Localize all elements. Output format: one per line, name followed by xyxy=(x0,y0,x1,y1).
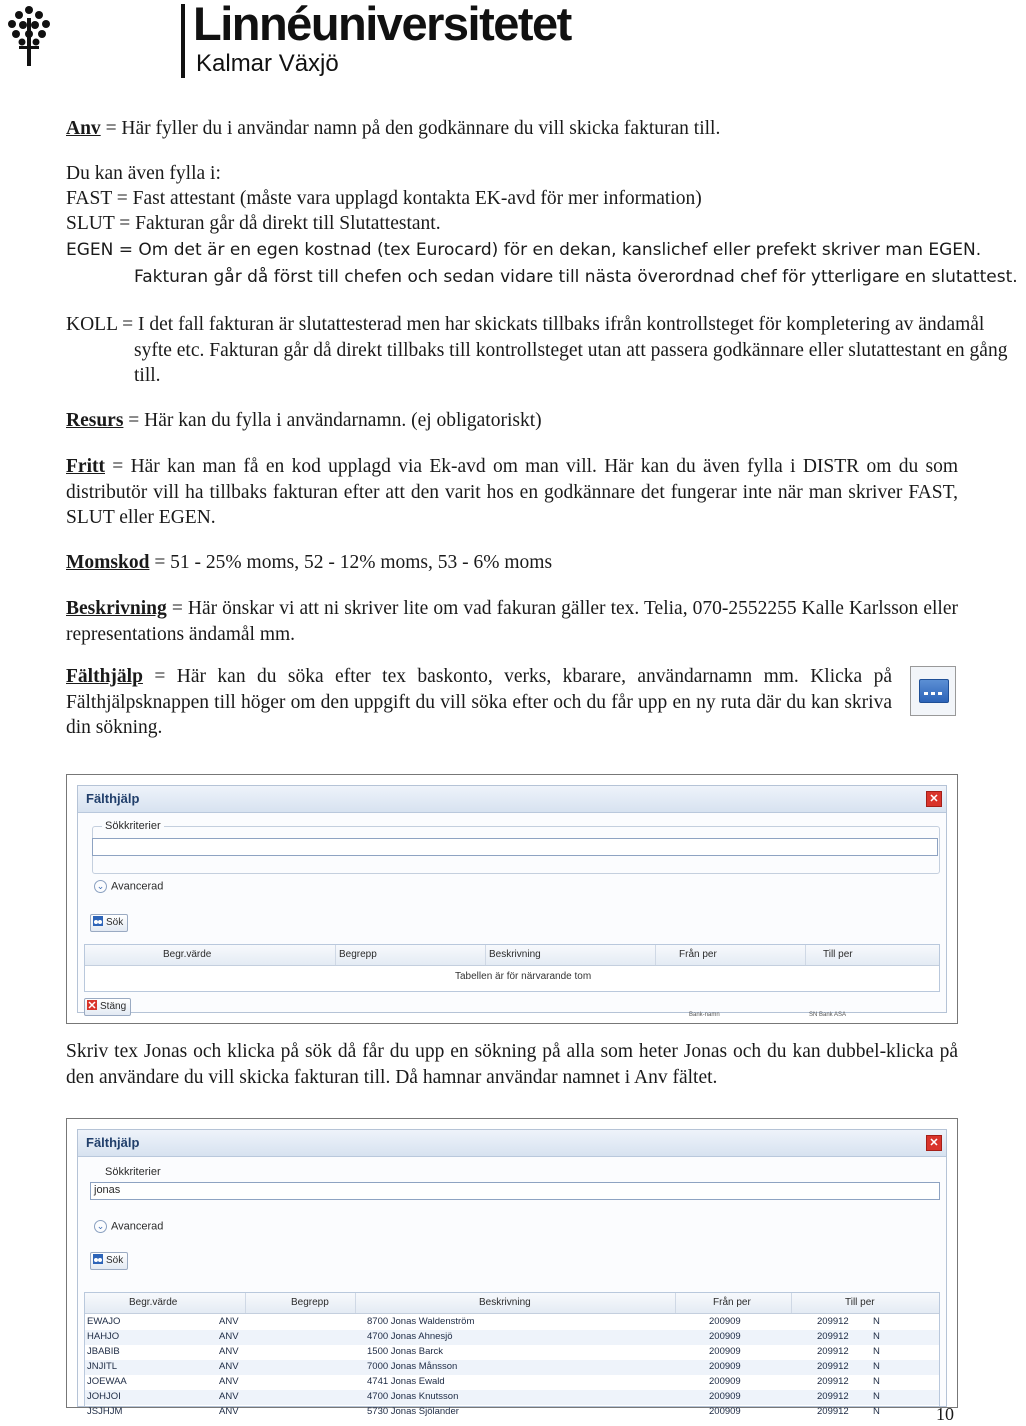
cell-to: 209912 xyxy=(817,1331,849,1342)
momskod-text: = 51 - 25% moms, 52 - 12% moms, 53 - 6% moms xyxy=(149,552,553,573)
resurs-text: = Här kan du fylla i användarnamn. (ej obligatoriskt) xyxy=(123,410,542,431)
results-table-header xyxy=(85,945,939,966)
momskod-term: Momskod xyxy=(66,552,150,573)
koll-paragraph xyxy=(66,312,1026,389)
egen-paragraph xyxy=(66,237,1026,290)
cell-concept: ANV xyxy=(219,1316,239,1327)
instruction-paragraph: Skriv tex Jonas och klicka på sök då får du upp en sökning på alla som heter Jonas och du kan dubbel-klicka på den användare du vill skicka fakturan till. Då hamnar användar namnet i Anv fältet. xyxy=(66,1041,958,1088)
cell-from: 200909 xyxy=(709,1391,741,1402)
anv-term: Anv xyxy=(66,118,101,139)
cell-desc: 4700 Jonas Knutsson xyxy=(367,1391,459,1402)
col-begr-varde[interactable]: Begr.värde xyxy=(129,1297,178,1308)
col-fran-per[interactable]: Från per xyxy=(679,949,717,960)
cell-code: EWAJO xyxy=(87,1316,121,1327)
beskrivning-term: Beskrivning xyxy=(66,598,167,619)
cell-concept: ANV xyxy=(219,1376,239,1387)
resurs-paragraph xyxy=(66,408,958,434)
koll-text-b: Fakturan går då direkt tillbaks till kontrollsteget utan att passera godkännare eller slutattestant en gång till. xyxy=(134,339,1008,386)
cell-code: JOEWAA xyxy=(87,1376,127,1387)
cell-from: 200909 xyxy=(709,1361,741,1372)
falthjalp-paragraph xyxy=(66,664,892,741)
table-row[interactable] xyxy=(85,1360,939,1375)
cell-concept: ANV xyxy=(219,1391,239,1402)
col-begrepp[interactable]: Begrepp xyxy=(339,949,377,960)
col-beskrivning[interactable]: Beskrivning xyxy=(489,949,541,960)
close-icon xyxy=(87,1000,97,1010)
momskod-paragraph xyxy=(66,550,958,576)
cell-from: 200909 xyxy=(709,1346,741,1357)
field-help-dialog xyxy=(77,1129,947,1417)
cell-code: JSJHJM xyxy=(87,1406,123,1417)
col-begr-varde[interactable]: Begr.värde xyxy=(163,949,212,960)
cell-desc: 1500 Jonas Barck xyxy=(367,1346,444,1357)
cell-concept: ANV xyxy=(219,1361,239,1372)
beskrivning-text: = Här önskar vi att ni skriver lite om vad fakuran gäller tex. Telia, 070-2552255 Kalle Karlsson eller representations ändamål mm. xyxy=(66,598,958,645)
logo-divider xyxy=(181,4,185,78)
cell-concept: ANV xyxy=(219,1346,239,1357)
resurs-term: Resurs xyxy=(66,410,124,431)
anv-paragraph xyxy=(66,116,958,142)
binoculars-icon xyxy=(93,1254,103,1264)
cell-to: 209912 xyxy=(817,1406,849,1417)
falthjalp-text: = Här kan du söka efter tex baskonto, verks, kbarare, användarnamn mm. Klicka på Fälthjälpsknappen till höger om den uppgift du vill söka efter och du får upp en ny ruta där du kan skriva din sökning. xyxy=(66,666,892,738)
col-till-per[interactable]: Till per xyxy=(823,949,853,960)
search-button-label: Sök xyxy=(106,1255,124,1266)
cell-flag: N xyxy=(873,1391,880,1402)
close-button-label: Stäng xyxy=(100,1001,127,1012)
cell-to: 209912 xyxy=(817,1376,849,1387)
advanced-toggle[interactable] xyxy=(94,1220,163,1233)
search-button[interactable] xyxy=(90,914,128,932)
col-beskrivning[interactable]: Beskrivning xyxy=(479,1297,531,1308)
cell-flag: N xyxy=(873,1331,880,1342)
fritt-text: = Här kan man få en kod upplagd via Ek-avd om man vill. Här kan du även fylla i DISTR om du som distributör vill ha tillbaks fakturan efter att den varit hos en godkännare det fungerar inte när man skriver FAST, SLUT eller EGEN. xyxy=(66,456,958,528)
cell-desc: 4741 Jonas Ewald xyxy=(367,1376,445,1387)
close-button[interactable] xyxy=(84,998,131,1016)
table-row[interactable] xyxy=(85,1345,939,1360)
advanced-toggle[interactable] xyxy=(94,880,163,893)
dialog-titlebar xyxy=(78,786,946,813)
falthjalp-term: Fälthjälp xyxy=(66,666,143,687)
fritt-paragraph xyxy=(66,454,958,531)
fast-line: FAST = Fast attestant (måste vara upplagd kontakta EK-avd för mer information) xyxy=(66,188,702,209)
col-fran-per[interactable]: Från per xyxy=(713,1297,751,1308)
tree-logo-icon xyxy=(6,4,52,66)
search-button-label: Sök xyxy=(106,917,124,928)
fritt-term: Fritt xyxy=(66,456,105,477)
cell-flag: N xyxy=(873,1406,880,1417)
dialog-titlebar xyxy=(78,1130,946,1157)
empty-table-message: Tabellen är för närvarande tom xyxy=(455,971,592,982)
criteria-label: Sökkriterier xyxy=(102,820,164,832)
cell-flag: N xyxy=(873,1316,880,1327)
egen-text-a: EGEN = Om det är en egen kostnad (tex Eurocard) för en dekan, kanslichef eller prefekt skriver man EGEN. xyxy=(66,240,982,260)
cell-to: 209912 xyxy=(817,1316,849,1327)
advanced-label: Avancerad xyxy=(111,1220,164,1233)
cell-from: 200909 xyxy=(709,1331,741,1342)
campus-names: Kalmar Växjö xyxy=(196,50,339,77)
dialog-title: Fälthjälp xyxy=(86,1135,140,1150)
results-table-header xyxy=(85,1293,939,1314)
background-text: Bank-namn xyxy=(689,1012,720,1018)
egen-text-b: Fakturan går då först till chefen och sedan vidare till nästa överordnad chef för ytterligare en slutattest. xyxy=(134,266,1018,287)
close-icon[interactable]: ✕ xyxy=(926,791,942,807)
results-table xyxy=(84,944,940,992)
cell-desc: 5730 Jonas Sjölander xyxy=(367,1406,459,1417)
anv-text: = Här fyller du i användar namn på den godkännare du vill skicka fakturan till. xyxy=(100,118,721,139)
slut-line: SLUT = Fakturan går då direkt till Slutattestant. xyxy=(66,213,441,234)
search-input[interactable]: jonas xyxy=(90,1182,940,1200)
search-button[interactable] xyxy=(90,1252,128,1270)
cell-to: 209912 xyxy=(817,1346,849,1357)
cell-concept: ANV xyxy=(219,1331,239,1342)
chevron-down-icon: ⌄ xyxy=(94,1220,107,1233)
page-number: 10 xyxy=(936,1404,954,1424)
cell-desc: 4700 Jonas Ahnesjö xyxy=(367,1331,453,1342)
cell-to: 209912 xyxy=(817,1361,849,1372)
cell-from: 200909 xyxy=(709,1316,741,1327)
screenshot-empty-dialog xyxy=(66,774,958,1024)
cell-concept: ANV xyxy=(219,1406,239,1417)
table-row[interactable] xyxy=(85,1390,939,1405)
background-text: SN Bank ASA xyxy=(809,1012,847,1018)
cell-flag: N xyxy=(873,1376,880,1387)
cell-flag: N xyxy=(873,1361,880,1372)
chevron-down-icon: ⌄ xyxy=(94,880,107,893)
results-table xyxy=(84,1292,940,1417)
table-row[interactable] xyxy=(85,1330,939,1345)
binoculars-icon xyxy=(93,916,103,926)
cell-from: 200909 xyxy=(709,1376,741,1387)
col-till-per[interactable]: Till per xyxy=(845,1297,875,1308)
beskrivning-paragraph xyxy=(66,596,958,647)
cell-code: JOHJOI xyxy=(87,1391,121,1402)
cell-from: 200909 xyxy=(709,1406,741,1417)
close-icon[interactable]: ✕ xyxy=(926,1135,942,1151)
table-row[interactable] xyxy=(85,1315,939,1330)
cell-desc: 8700 Jonas Waldenström xyxy=(367,1316,475,1327)
cell-code: HAHJO xyxy=(87,1331,120,1342)
search-input[interactable] xyxy=(92,838,938,856)
cell-code: JBABIB xyxy=(87,1346,120,1357)
field-help-dialog xyxy=(77,785,947,1013)
table-row[interactable] xyxy=(85,1405,939,1420)
cell-flag: N xyxy=(873,1346,880,1357)
cell-to: 209912 xyxy=(817,1391,849,1402)
table-row[interactable] xyxy=(85,1375,939,1390)
cell-desc: 7000 Jonas Månsson xyxy=(367,1361,458,1372)
criteria-label: Sökkriterier xyxy=(102,1166,164,1178)
field-help-button-icon xyxy=(910,666,956,716)
university-name: Linnéuniversitetet xyxy=(193,0,571,50)
koll-text-a: KOLL = I det fall fakturan är slutattesterad men har skickats tillbaks ifrån kontrollsteget för kompletering av ändamål syfte etc. xyxy=(66,314,985,361)
advanced-label: Avancerad xyxy=(111,880,164,893)
col-begrepp[interactable]: Begrepp xyxy=(291,1297,329,1308)
cell-code: JNJITL xyxy=(87,1361,118,1372)
dialog-title: Fälthjälp xyxy=(86,791,140,806)
also-heading: Du kan även fylla i: xyxy=(66,163,221,184)
